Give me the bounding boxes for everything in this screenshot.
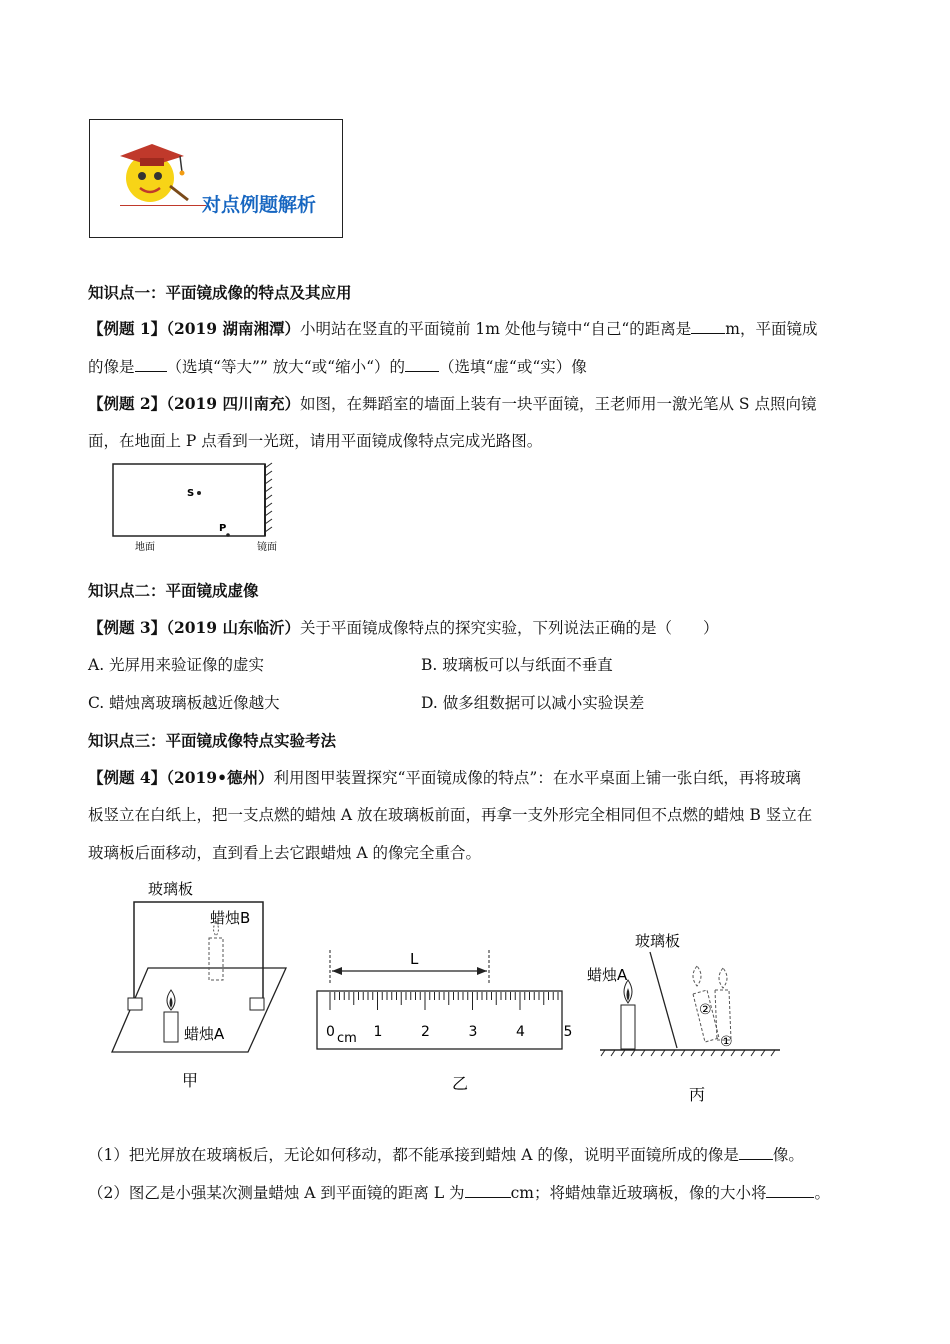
k3-heading: 知识点三：平面镜成像特点实验考法 [88, 731, 337, 750]
ex1-text-c: 的像是 [88, 358, 135, 376]
q1-text-b: 像。 [772, 1146, 804, 1164]
candle-a [164, 1012, 178, 1042]
ex2-source: （2019 四川南充） [166, 394, 300, 413]
ex1-source: （2019 湖南湘潭） [166, 319, 300, 338]
q2-text-a: （2）图乙是小强某次测量蜡烛 A 到平面镜的距离 L 为 [88, 1184, 465, 1202]
q1-text-a: （1）把光屏放在玻璃板后，无论如何移动，都不能承接到蜡烛 A 的像，说明平面镜所成的像是 [88, 1146, 739, 1164]
point-s-label: S [187, 488, 195, 499]
bing-mark-1: ① [720, 1034, 733, 1050]
ex3-source: （2019 山东临沂） [166, 618, 300, 637]
candle-b [209, 938, 223, 980]
fig-jia [108, 876, 293, 1092]
jia-glass-label: 玻璃板 [148, 880, 194, 898]
ex3-option-b[interactable]: B. 玻璃板可以与纸面不垂直 [421, 656, 613, 674]
q2-text-c: 。 [814, 1184, 830, 1202]
jia-caption: 甲 [182, 1071, 199, 1090]
q2-blank-1[interactable] [465, 1183, 511, 1198]
left-stand [128, 998, 142, 1010]
ruler-label: 1 [373, 1024, 383, 1040]
ex1-blank-2[interactable] [135, 357, 167, 372]
ex4-q2 [88, 1182, 830, 1204]
ex1-line1 [88, 318, 817, 340]
bing-candle-a-label: 蜡烛A [587, 966, 628, 984]
header-title: 对点例题解析 [202, 194, 317, 216]
ruler-label: 5 [563, 1024, 573, 1040]
ex2-text-1: 如图，在舞蹈室的墙面上装有一块平面镜，王老师用一激光笔从 S 点照向镜 [299, 395, 817, 413]
point-p-label: P [219, 523, 227, 534]
bing-glass-line [650, 952, 677, 1048]
ex4-line1 [88, 767, 801, 789]
ex1-blank-1[interactable] [691, 319, 725, 334]
ex2-figure [105, 458, 305, 553]
ex2-line2: 面，在地面上 P 点看到一光斑，请用平面镜成像特点完成光路图。 [88, 432, 543, 450]
mascot-graduate-icon [108, 134, 198, 214]
fig-bing [585, 928, 785, 1108]
jia-candle-b-label: 蜡烛B [210, 909, 251, 927]
header-box [89, 119, 343, 238]
floor-label: 地面 [135, 542, 155, 553]
ex3-option-d[interactable]: D. 做多组数据可以减小实验误差 [421, 694, 645, 712]
ex2-tag: 【例题 2】 [88, 394, 167, 413]
ex3-stem: 关于平面镜成像特点的探究实验，下列说法正确的是（ ） [299, 619, 719, 637]
ex1-text-e: （选填“虚“或“实）像 [439, 358, 587, 376]
point-s-dot [197, 491, 201, 495]
ex3-option-c[interactable]: C. 蜡烛离玻璃板越近像越大 [88, 694, 280, 712]
ex1-line2 [88, 356, 587, 378]
q2-blank-2[interactable] [766, 1183, 814, 1198]
right-stand [250, 998, 264, 1010]
mirror-label: 镜面 [257, 542, 277, 553]
point-p-dot [226, 533, 230, 537]
header-underline [120, 205, 206, 206]
ex3-line [88, 617, 719, 639]
ex4-q1 [88, 1144, 804, 1166]
jia-candle-a-label: 蜡烛A [184, 1025, 225, 1043]
ruler-label: 4 [516, 1024, 525, 1040]
bing-mark-2: ② [699, 1002, 712, 1018]
ex4-source: （2019•德州） [166, 768, 274, 787]
ex4-text-1: 利用图甲装置探究“平面镜成像的特点”：在水平桌面上铺一张白纸，再将玻璃 [273, 769, 801, 787]
ruler-label: 0 [326, 1024, 335, 1040]
mirror-hatching [265, 463, 272, 532]
image-candle-1 [715, 968, 731, 1040]
ruler-label: 3 [468, 1024, 478, 1040]
ex1-tag: 【例题 1】 [88, 319, 167, 338]
ex1-blank-3[interactable] [405, 357, 439, 372]
room-outline [113, 464, 265, 536]
bing-glass-label: 玻璃板 [635, 932, 681, 950]
ex1-text-b: m，平面镜成 [725, 320, 818, 338]
q1-blank[interactable] [739, 1145, 773, 1160]
ex2-line1 [88, 393, 816, 415]
ex4-line3: 玻璃板后面移动，直到看上去它跟蜡烛 A 的像完全重合。 [88, 844, 482, 862]
k1-heading: 知识点一：平面镜成像的特点及其应用 [88, 283, 352, 302]
ex4-tag: 【例题 4】 [88, 768, 167, 787]
ex4-line2: 板竖立在白纸上，把一支点燃的蜡烛 A 放在玻璃板前面，再拿一支外形完全相同但不点燃的蜡烛 B 竖立在 [88, 806, 813, 824]
yi-L-label: L [410, 950, 419, 968]
q2-text-b: cm；将蜡烛靠近玻璃板，像的大小将 [510, 1184, 767, 1202]
yi-caption: 乙 [452, 1074, 469, 1093]
k2-heading: 知识点二：平面镜成虚像 [88, 581, 259, 600]
ex3-option-a[interactable]: A. 光屏用来验证像的虚实 [88, 656, 265, 674]
bing-candle-a [621, 1005, 635, 1049]
ex3-tag: 【例题 3】 [88, 618, 167, 637]
fig-yi [312, 944, 573, 1094]
ruler-label: 2 [421, 1024, 430, 1040]
bing-caption: 丙 [689, 1085, 706, 1104]
ex1-text-d: （选填“等大”” 放大“或“缩小“）的 [166, 358, 405, 376]
yi-unit-label: cm [337, 1031, 357, 1046]
ex1-text-a: 小明站在竖直的平面镜前 1m 处他与镜中“自己“的距离是 [299, 320, 692, 338]
